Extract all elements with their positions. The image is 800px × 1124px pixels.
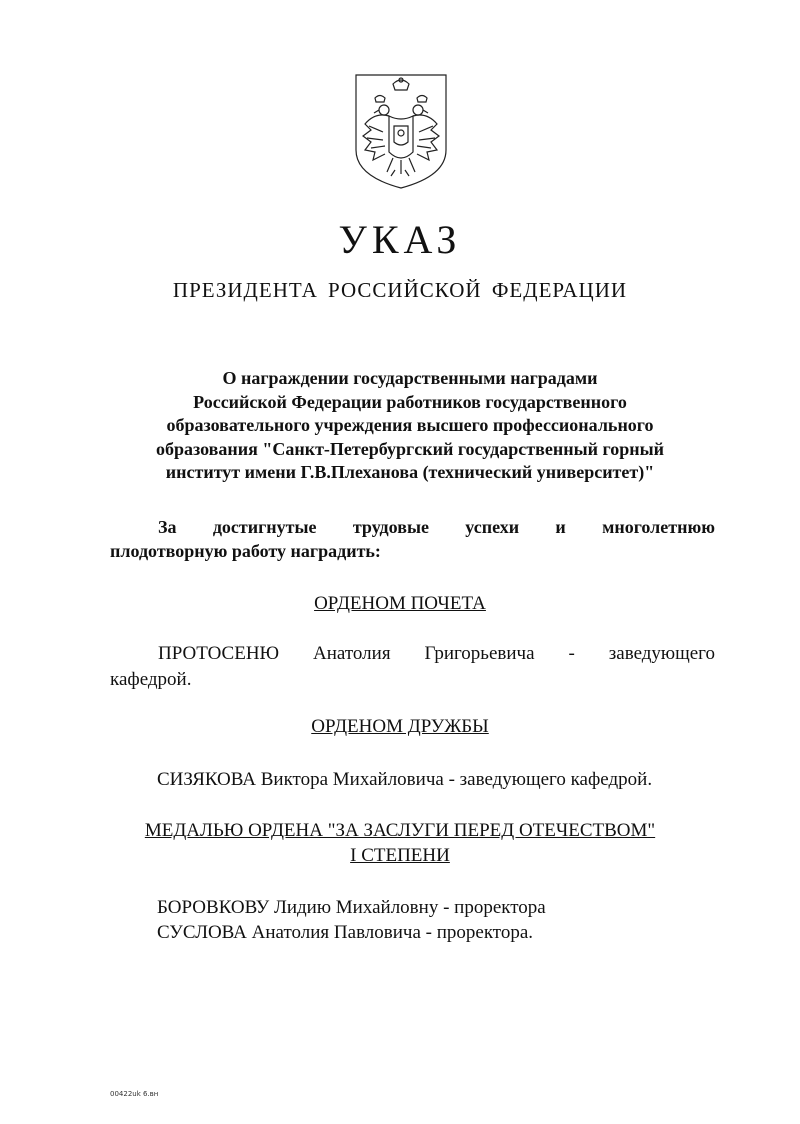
intro-word: многолетнюю	[602, 517, 715, 537]
intro-word: и	[555, 517, 566, 537]
intro-line-1	[158, 515, 715, 539]
award-title-medal-line-1: МЕДАЛЬЮ ОРДЕНА "ЗА ЗАСЛУГИ ПЕРЕД ОТЕЧЕСТВОМ"	[144, 820, 656, 841]
intro-word: За	[158, 517, 177, 537]
recipient-role: заведующего	[608, 643, 716, 664]
award-title-medal-line-2: I СТЕПЕНИ	[350, 845, 450, 866]
recipient-line	[157, 895, 546, 920]
intro-word: достигнутые	[212, 517, 317, 537]
subject-line: Российской Федерации работников государственного	[193, 391, 627, 412]
subject-line: образовательного учреждения высшего профессионального	[166, 415, 654, 435]
subject-line: институт имени Г.В.Плеханова (технический университет)"	[165, 462, 655, 482]
subject-line: О награждении государственными наградами	[222, 368, 598, 388]
recipient-details: Анатолия Павловича - проректора.	[251, 922, 534, 943]
decree-subject	[100, 367, 720, 485]
recipient-line	[158, 641, 715, 666]
recipient-dash: -	[568, 643, 575, 664]
recipient-details: Виктора Михайловича - заведующего кафедрой.	[260, 769, 653, 790]
recipient-patronymic: Григорьевича	[424, 643, 535, 664]
decree-title: УКАЗ	[338, 217, 462, 262]
recipient-surname: ПРОТОСЕНЮ	[158, 643, 280, 664]
recipient-surname: СИЗЯКОВА	[157, 769, 256, 790]
intro-word: успехи	[465, 517, 520, 537]
award-title-order-of-honour: ОРДЕНОМ ПОЧЕТА	[314, 593, 486, 614]
subject-line: образования "Санкт-Петербургский государственный горный	[155, 438, 665, 459]
recipient-surname: БОРОВКОВУ	[157, 897, 270, 918]
recipient-surname: СУСЛОВА	[157, 922, 247, 943]
recipient-given-name: Анатолия	[313, 643, 391, 664]
recipient-details: Лидию Михайловну - проректора	[273, 897, 546, 918]
recipient-line-continued: кафедрой.	[110, 669, 192, 690]
decree-subtitle: ПРЕЗИДЕНТА РОССИЙСКОЙ ФЕДЕРАЦИИ	[172, 278, 628, 302]
coat-of-arms-icon	[353, 72, 449, 190]
intro-word: трудовые	[352, 517, 429, 537]
recipient-line	[157, 767, 652, 792]
document-code: 00422uk 6.вн	[110, 1090, 159, 1098]
award-title-order-of-friendship: ОРДЕНОМ ДРУЖБЫ	[311, 716, 489, 737]
recipient-line	[157, 920, 533, 945]
intro-line-2: плодотворную работу наградить:	[110, 541, 381, 561]
